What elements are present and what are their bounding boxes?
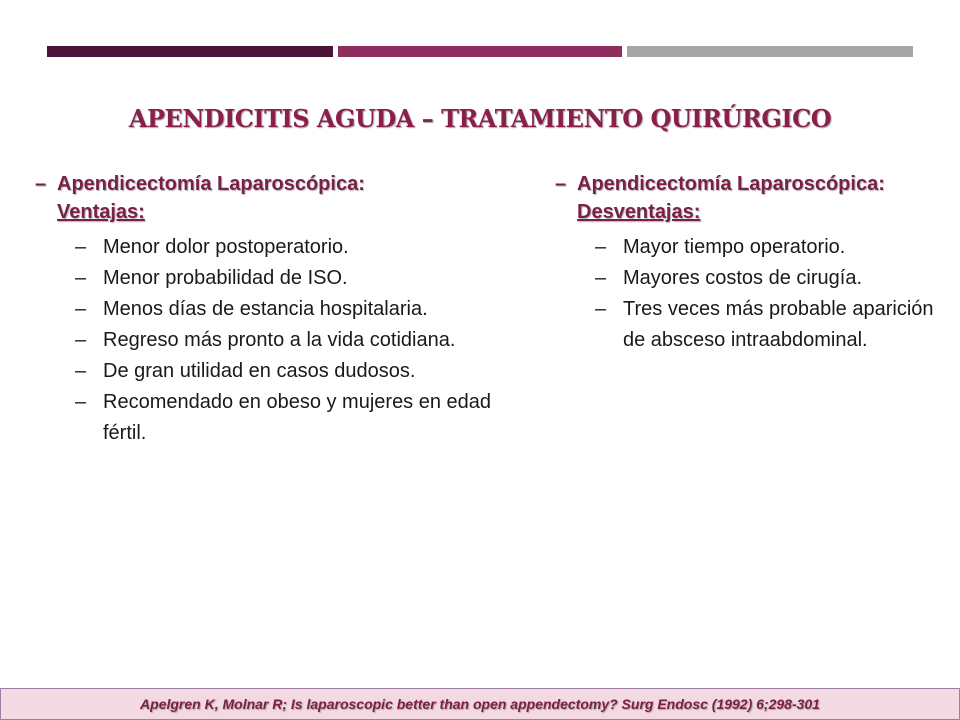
heading-dash: – [555, 173, 567, 195]
advantages-column [35, 170, 535, 449]
advantages-list [35, 232, 535, 449]
item-text: Menos días de estancia hospitalaria. [103, 298, 428, 320]
item-text: Mayor tiempo operatorio. [623, 236, 846, 258]
item-dash: – [75, 391, 87, 413]
list-item [75, 387, 535, 449]
citation-footer: Apelgren K, Molnar R; Is laparoscopic better than open appendectomy? Surg Endosc (1992) 6;298-301 [0, 688, 960, 720]
disadvantages-list [555, 232, 945, 356]
advantages-heading-line1: Apendicectomía Laparoscópica: [57, 173, 365, 195]
disadvantages-heading-line1: Apendicectomía Laparoscópica: [577, 173, 885, 195]
item-dash: – [75, 360, 87, 382]
item-text: Recomendado en obeso y mujeres en edad fértil. [103, 391, 492, 444]
advantages-heading-line2: Ventajas: [57, 201, 145, 223]
heading-dash: – [35, 173, 47, 195]
advantages-heading [35, 170, 535, 226]
item-dash: – [595, 267, 607, 289]
item-text: Menor probabilidad de ISO. [103, 267, 348, 289]
disadvantages-heading-line2: Desventajas: [577, 201, 701, 223]
item-text: De gran utilidad en casos dudosos. [103, 360, 416, 382]
item-dash: – [75, 298, 87, 320]
item-text: Mayores costos de cirugía. [623, 267, 862, 289]
item-dash: – [75, 236, 87, 258]
item-text: Tres veces más probable aparición de absceso intraabdominal. [623, 298, 934, 351]
top-bar-magenta [338, 46, 622, 57]
list-item [75, 232, 535, 263]
item-text: Regreso más pronto a la vida cotidiana. [103, 329, 456, 351]
list-item [595, 232, 945, 263]
slide-title: APENDICITIS AGUDA – TRATAMIENTO QUIRÚRGICO [128, 104, 832, 133]
list-item [75, 325, 535, 356]
top-bar-dark [47, 46, 333, 57]
list-item [75, 263, 535, 294]
item-dash: – [75, 329, 87, 351]
top-bar-gray [627, 46, 913, 57]
disadvantages-column [555, 170, 945, 356]
list-item [75, 356, 535, 387]
item-text: Menor dolor postoperatorio. [103, 236, 349, 258]
list-item [595, 263, 945, 294]
list-item [595, 294, 945, 356]
item-dash: – [595, 236, 607, 258]
item-dash: – [75, 267, 87, 289]
item-dash: – [595, 298, 607, 320]
disadvantages-heading [555, 170, 945, 226]
list-item [75, 294, 535, 325]
